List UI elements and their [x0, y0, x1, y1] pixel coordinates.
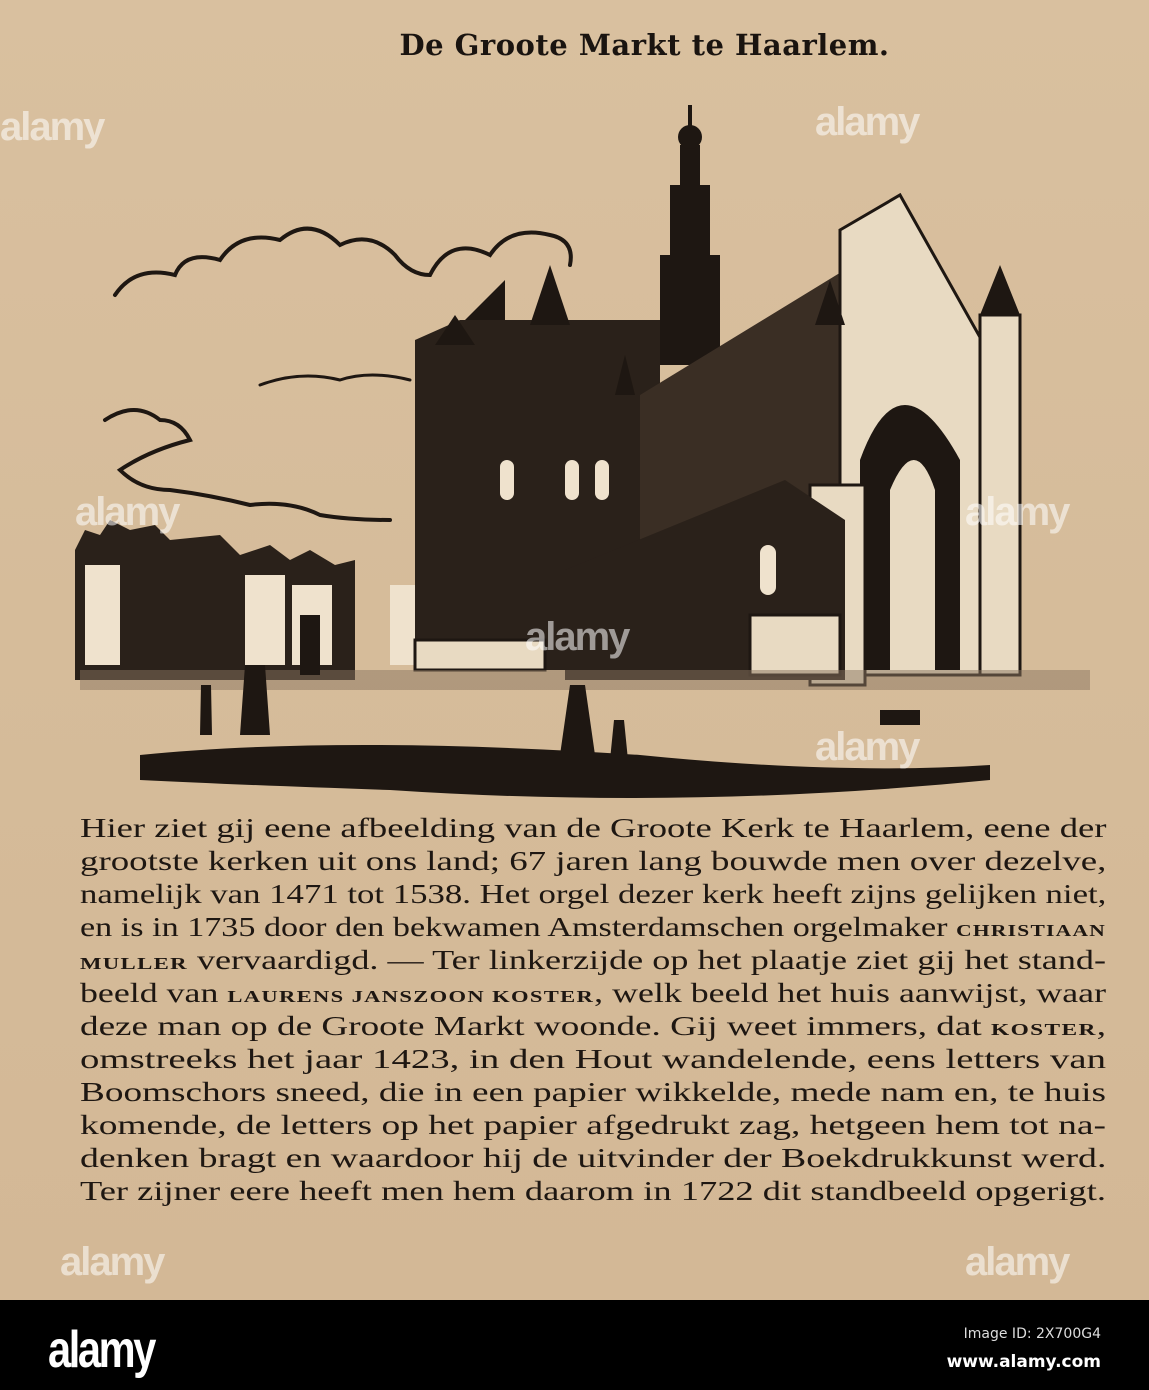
text-line — [80, 1043, 1106, 1076]
watermark: alamy — [75, 490, 179, 534]
small-caps-name: MULLER — [80, 954, 188, 973]
text-line — [80, 845, 1106, 878]
text-line — [80, 1142, 1106, 1175]
text-segment: deze man op de Groote Markt woonde. Gij weet immers, dat — [80, 1011, 992, 1041]
image-id: Image ID: 2X700G4 — [963, 1326, 1101, 1342]
text-segment: omstreeks het jaar 1423, in den Hout wandelende, eens letters van — [80, 1044, 1106, 1074]
text-segment: en is in 1735 door den bekwamen Amsterdamschen orgelmaker — [80, 912, 957, 942]
page-title: De Groote Markt te Haarlem. — [399, 28, 890, 62]
text-segment: vervaardigd. — Ter linkerzijde op het plaatje ziet gij het stand- — [187, 945, 1106, 975]
text-segment: beeld van — [80, 978, 228, 1008]
small-caps-name: CHRISTIAAN — [956, 921, 1106, 940]
text-line — [80, 1109, 1106, 1142]
tower — [660, 105, 720, 365]
text-line — [80, 911, 1106, 944]
watermark: alamy — [0, 105, 104, 149]
text-line — [80, 878, 1106, 911]
watermark: alamy — [525, 615, 629, 659]
watermark: alamy — [965, 1240, 1069, 1284]
text-line — [80, 1175, 1106, 1208]
text-segment: Ter zijner eere heeft men hem daarom in 1722 dit standbeeld opgerigt. — [80, 1176, 1106, 1206]
text-line — [80, 977, 1106, 1010]
watermark: alamy — [815, 100, 919, 144]
text-segment: grootste kerken uit ons land; 67 jaren lang bouwde men over dezelve, — [80, 846, 1107, 876]
alamy-logo: alamy — [48, 1321, 154, 1379]
watermark: alamy — [815, 725, 919, 769]
text-segment: Boomschors sneed, die in een papier wikkelde, mede nam en, te huis — [80, 1077, 1106, 1107]
text-segment: komende, de letters op het papier afgedrukt zag, hetgeen hem tot na- — [80, 1110, 1106, 1140]
footer-bar — [0, 1300, 1149, 1390]
website-link[interactable]: www.alamy.com — [946, 1352, 1101, 1372]
body-text — [80, 812, 1106, 1208]
text-segment: , — [1096, 1011, 1106, 1041]
text-segment: denken bragt en waardoor hij de uitvinder der Boekdrukkunst werd. — [80, 1143, 1107, 1173]
watermark: alamy — [965, 490, 1069, 534]
text-segment: namelijk van 1471 tot 1538. Het orgel dezer kerk heeft zijns gelijken niet, — [80, 879, 1107, 909]
small-caps-name: LAURENS JANSZOON KOSTER — [227, 987, 595, 1006]
text-segment: Hier ziet gij eene afbeelding van de Groote Kerk te Haarlem, eene der — [80, 813, 1107, 843]
text-line — [80, 812, 1106, 845]
watermark: alamy — [60, 1240, 164, 1284]
church-engraving — [60, 95, 1100, 810]
text-line — [80, 1076, 1106, 1109]
text-segment: , welk beeld het huis aanwijst, waar — [594, 978, 1107, 1008]
small-caps-name: KOSTER — [991, 1020, 1097, 1039]
text-line — [80, 944, 1106, 977]
text-line — [80, 1010, 1106, 1043]
